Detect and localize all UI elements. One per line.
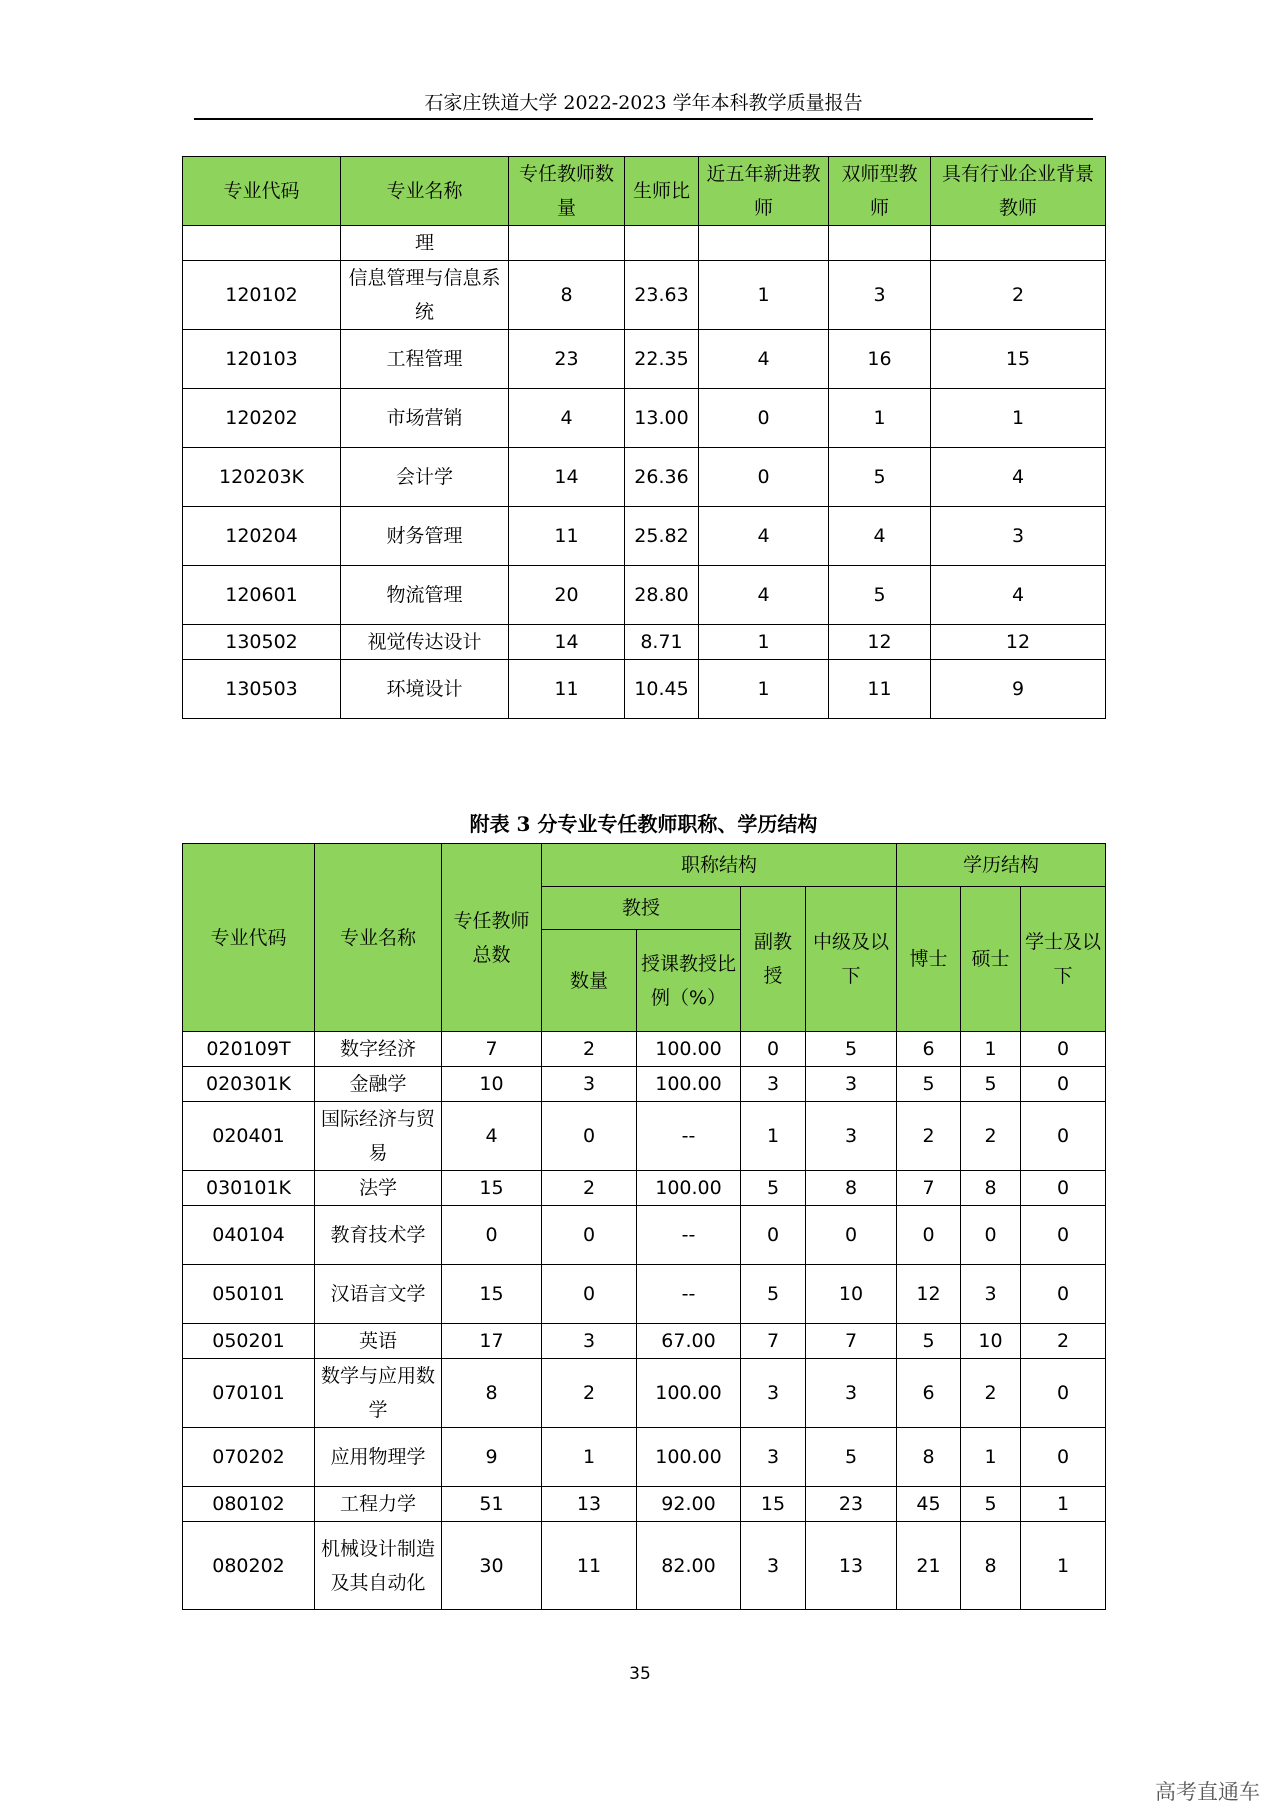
table-cell: 7 bbox=[897, 1171, 961, 1206]
t2-header-assoc: 副教授 bbox=[741, 887, 806, 1032]
table-cell: 15 bbox=[442, 1265, 542, 1324]
table-cell: 100.00 bbox=[637, 1171, 741, 1206]
table-cell: 8 bbox=[806, 1171, 897, 1206]
table-cell: 040104 bbox=[183, 1206, 315, 1265]
table-cell: 5 bbox=[806, 1032, 897, 1067]
t2-header-mid: 中级及以下 bbox=[806, 887, 897, 1032]
table-cell: 3 bbox=[542, 1324, 637, 1359]
table-cell: 7 bbox=[806, 1324, 897, 1359]
table-cell: 5 bbox=[897, 1324, 961, 1359]
table-cell bbox=[509, 226, 625, 261]
table-cell: 130503 bbox=[183, 660, 341, 719]
table-cell: 0 bbox=[542, 1102, 637, 1171]
table-cell: 0 bbox=[442, 1206, 542, 1265]
t2-header-professor: 教授 bbox=[542, 887, 741, 930]
table-cell: 5 bbox=[829, 448, 931, 507]
table-cell: 8.71 bbox=[625, 625, 699, 660]
table-cell: 8 bbox=[509, 261, 625, 330]
table-cell: 4 bbox=[829, 507, 931, 566]
table-cell: 环境设计 bbox=[341, 660, 509, 719]
table-row bbox=[183, 1359, 1106, 1428]
table-cell: 8 bbox=[961, 1171, 1021, 1206]
table-cell: 物流管理 bbox=[341, 566, 509, 625]
table-cell: 080202 bbox=[183, 1522, 315, 1610]
table-cell: 030101K bbox=[183, 1171, 315, 1206]
table-cell: 3 bbox=[741, 1522, 806, 1610]
table-cell bbox=[829, 226, 931, 261]
table-cell: 050201 bbox=[183, 1324, 315, 1359]
table-cell: 会计学 bbox=[341, 448, 509, 507]
table-cell: 5 bbox=[806, 1428, 897, 1487]
table-cell: 0 bbox=[1021, 1102, 1106, 1171]
table-row bbox=[183, 448, 1106, 507]
table-cell: 23 bbox=[806, 1487, 897, 1522]
table-cell: 0 bbox=[542, 1265, 637, 1324]
table-cell bbox=[931, 226, 1106, 261]
table-cell: 15 bbox=[931, 330, 1106, 389]
table-cell: 0 bbox=[1021, 1067, 1106, 1102]
table-cell: 7 bbox=[741, 1324, 806, 1359]
table-cell: 1 bbox=[741, 1102, 806, 1171]
table-cell: 1 bbox=[931, 389, 1106, 448]
table-cell: 25.82 bbox=[625, 507, 699, 566]
table-cell: 3 bbox=[931, 507, 1106, 566]
table-cell: 数字经济 bbox=[315, 1032, 442, 1067]
table-cell: 3 bbox=[829, 261, 931, 330]
t1-header-teachers: 专任教师数量 bbox=[509, 157, 625, 226]
table-cell: 0 bbox=[961, 1206, 1021, 1265]
table1-header-row bbox=[183, 157, 1106, 226]
table-cell: 130502 bbox=[183, 625, 341, 660]
table-cell: 汉语言文学 bbox=[315, 1265, 442, 1324]
table-cell: 5 bbox=[741, 1265, 806, 1324]
table-cell: 120601 bbox=[183, 566, 341, 625]
t2-header-prof-count: 数量 bbox=[542, 930, 637, 1032]
table-row bbox=[183, 1032, 1106, 1067]
table-cell: 13 bbox=[806, 1522, 897, 1610]
table-cell: 1 bbox=[1021, 1487, 1106, 1522]
table-row bbox=[183, 1102, 1106, 1171]
table-cell: 4 bbox=[699, 566, 829, 625]
table-cell: 应用物理学 bbox=[315, 1428, 442, 1487]
table-cell: 070101 bbox=[183, 1359, 315, 1428]
table-cell: -- bbox=[637, 1265, 741, 1324]
table-cell: 1 bbox=[699, 625, 829, 660]
table-cell: 5 bbox=[897, 1067, 961, 1102]
t1-header-dual: 双师型教师 bbox=[829, 157, 931, 226]
table-cell: 120203K bbox=[183, 448, 341, 507]
table-row bbox=[183, 261, 1106, 330]
table-cell: 3 bbox=[806, 1067, 897, 1102]
t2-header-prof-ratio: 授课教授比例（%） bbox=[637, 930, 741, 1032]
table-cell: 21 bbox=[897, 1522, 961, 1610]
table-cell: 2 bbox=[961, 1359, 1021, 1428]
table-cell: 12 bbox=[897, 1265, 961, 1324]
table-cell: 120102 bbox=[183, 261, 341, 330]
table-cell: 11 bbox=[509, 660, 625, 719]
table-cell: 12 bbox=[829, 625, 931, 660]
table-cell: 8 bbox=[897, 1428, 961, 1487]
table-row bbox=[183, 1428, 1106, 1487]
table-cell bbox=[183, 226, 341, 261]
table-cell: 3 bbox=[806, 1359, 897, 1428]
table-cell: 视觉传达设计 bbox=[341, 625, 509, 660]
table-row bbox=[183, 330, 1106, 389]
table-cell: 0 bbox=[1021, 1206, 1106, 1265]
table-cell: 数学与应用数学 bbox=[315, 1359, 442, 1428]
table-cell: 6 bbox=[897, 1032, 961, 1067]
table-cell: -- bbox=[637, 1102, 741, 1171]
t2-header-total: 专任教师总数 bbox=[442, 844, 542, 1032]
table-cell: 4 bbox=[442, 1102, 542, 1171]
table-cell: 0 bbox=[741, 1206, 806, 1265]
table-cell: 10 bbox=[961, 1324, 1021, 1359]
table-cell: 1 bbox=[699, 261, 829, 330]
table-cell: 14 bbox=[509, 448, 625, 507]
table-cell: 财务管理 bbox=[341, 507, 509, 566]
title-education-table bbox=[182, 843, 1106, 1610]
table-cell: 信息管理与信息系统 bbox=[341, 261, 509, 330]
table-cell: 11 bbox=[829, 660, 931, 719]
table-cell: 0 bbox=[699, 448, 829, 507]
table-cell: 4 bbox=[699, 507, 829, 566]
table-cell: 080102 bbox=[183, 1487, 315, 1522]
table-cell: 3 bbox=[741, 1067, 806, 1102]
table-row bbox=[183, 1487, 1106, 1522]
table-row bbox=[183, 507, 1106, 566]
table-cell: 0 bbox=[897, 1206, 961, 1265]
table-cell: 2 bbox=[542, 1032, 637, 1067]
table-cell: 0 bbox=[1021, 1359, 1106, 1428]
t1-header-name: 专业名称 bbox=[341, 157, 509, 226]
table-cell: 工程力学 bbox=[315, 1487, 442, 1522]
table-row bbox=[183, 389, 1106, 448]
table-cell: 100.00 bbox=[637, 1428, 741, 1487]
table-cell: 8 bbox=[961, 1522, 1021, 1610]
table-row bbox=[183, 566, 1106, 625]
table-cell bbox=[699, 226, 829, 261]
table-cell: 15 bbox=[741, 1487, 806, 1522]
table-cell: 020301K bbox=[183, 1067, 315, 1102]
table-cell: 51 bbox=[442, 1487, 542, 1522]
t1-header-code: 专业代码 bbox=[183, 157, 341, 226]
table-cell: 市场营销 bbox=[341, 389, 509, 448]
table-row bbox=[183, 1171, 1106, 1206]
table-cell: 理 bbox=[341, 226, 509, 261]
t2-header-row-1 bbox=[183, 844, 1106, 887]
table-cell: 4 bbox=[931, 448, 1106, 507]
table-cell: 15 bbox=[442, 1171, 542, 1206]
table-cell: 23 bbox=[509, 330, 625, 389]
table-cell: 22.35 bbox=[625, 330, 699, 389]
table-cell: 9 bbox=[931, 660, 1106, 719]
table-cell: 4 bbox=[931, 566, 1106, 625]
table-cell: 1 bbox=[699, 660, 829, 719]
table-cell: 23.63 bbox=[625, 261, 699, 330]
table-cell: 5 bbox=[829, 566, 931, 625]
table-cell: 0 bbox=[699, 389, 829, 448]
table-cell: 11 bbox=[509, 507, 625, 566]
table-cell: 16 bbox=[829, 330, 931, 389]
table-cell: 5 bbox=[741, 1171, 806, 1206]
table-cell: 1 bbox=[961, 1428, 1021, 1487]
table2-caption: 附表 3 分专业专任教师职称、学历结构 bbox=[469, 812, 818, 836]
table-cell: 13.00 bbox=[625, 389, 699, 448]
table-cell bbox=[625, 226, 699, 261]
table-cell: 82.00 bbox=[637, 1522, 741, 1610]
table-cell: 100.00 bbox=[637, 1359, 741, 1428]
table-row bbox=[183, 1522, 1106, 1610]
table-cell: 2 bbox=[897, 1102, 961, 1171]
table-cell: 30 bbox=[442, 1522, 542, 1610]
table-row bbox=[183, 1206, 1106, 1265]
table-cell: 3 bbox=[741, 1359, 806, 1428]
table-cell: 1 bbox=[542, 1428, 637, 1487]
table-cell: 机械设计制造及其自动化 bbox=[315, 1522, 442, 1610]
table-cell: 10 bbox=[806, 1265, 897, 1324]
table-cell: 2 bbox=[542, 1171, 637, 1206]
table-cell: 8 bbox=[442, 1359, 542, 1428]
t1-header-industry: 具有行业企业背景教师 bbox=[931, 157, 1106, 226]
table-cell: 45 bbox=[897, 1487, 961, 1522]
table-cell: 11 bbox=[542, 1522, 637, 1610]
t1-header-ratio: 生师比 bbox=[625, 157, 699, 226]
table-cell: 金融学 bbox=[315, 1067, 442, 1102]
table-cell: 2 bbox=[542, 1359, 637, 1428]
table-cell: 教育技术学 bbox=[315, 1206, 442, 1265]
table-cell: 0 bbox=[1021, 1265, 1106, 1324]
table-cell: 13 bbox=[542, 1487, 637, 1522]
table-cell: 26.36 bbox=[625, 448, 699, 507]
table-row bbox=[183, 1067, 1106, 1102]
table-cell: 4 bbox=[699, 330, 829, 389]
table-cell: 100.00 bbox=[637, 1067, 741, 1102]
table-cell: 9 bbox=[442, 1428, 542, 1487]
table-cell: 3 bbox=[542, 1067, 637, 1102]
table-row bbox=[183, 226, 1106, 261]
table-cell: 17 bbox=[442, 1324, 542, 1359]
table-cell: 7 bbox=[442, 1032, 542, 1067]
table-cell: 120103 bbox=[183, 330, 341, 389]
table-cell: 14 bbox=[509, 625, 625, 660]
table-cell: 0 bbox=[1021, 1032, 1106, 1067]
table-cell: 4 bbox=[509, 389, 625, 448]
table-cell: 2 bbox=[931, 261, 1106, 330]
t2-header-bachelor: 学士及以下 bbox=[1021, 887, 1106, 1032]
watermark: 高考直通车 bbox=[1155, 1780, 1260, 1804]
teacher-count-table bbox=[182, 156, 1106, 719]
table-cell: 3 bbox=[741, 1428, 806, 1487]
table-row bbox=[183, 1324, 1106, 1359]
table-cell: 6 bbox=[897, 1359, 961, 1428]
table-cell: 5 bbox=[961, 1487, 1021, 1522]
table-cell: 3 bbox=[806, 1102, 897, 1171]
table-cell: 28.80 bbox=[625, 566, 699, 625]
table-cell: 67.00 bbox=[637, 1324, 741, 1359]
table-cell: 3 bbox=[961, 1265, 1021, 1324]
t2-header-title-structure: 职称结构 bbox=[542, 844, 897, 887]
table-cell: 020401 bbox=[183, 1102, 315, 1171]
table-cell: 120202 bbox=[183, 389, 341, 448]
table-row bbox=[183, 625, 1106, 660]
table-cell: 2 bbox=[961, 1102, 1021, 1171]
table-cell: 5 bbox=[961, 1067, 1021, 1102]
table-cell: 1 bbox=[829, 389, 931, 448]
table-cell: 0 bbox=[806, 1206, 897, 1265]
t2-header-master: 硕士 bbox=[961, 887, 1021, 1032]
table-cell: 国际经济与贸易 bbox=[315, 1102, 442, 1171]
table-cell: -- bbox=[637, 1206, 741, 1265]
t2-header-edu-structure: 学历结构 bbox=[897, 844, 1106, 887]
t1-header-new-teachers: 近五年新进教师 bbox=[699, 157, 829, 226]
table-cell: 1 bbox=[1021, 1522, 1106, 1610]
table-cell: 10.45 bbox=[625, 660, 699, 719]
table-cell: 10 bbox=[442, 1067, 542, 1102]
table-cell: 2 bbox=[1021, 1324, 1106, 1359]
table-cell: 工程管理 bbox=[341, 330, 509, 389]
table-cell: 0 bbox=[1021, 1428, 1106, 1487]
table-cell: 050101 bbox=[183, 1265, 315, 1324]
table-cell: 070202 bbox=[183, 1428, 315, 1487]
table-cell: 英语 bbox=[315, 1324, 442, 1359]
table-cell: 100.00 bbox=[637, 1032, 741, 1067]
table-cell: 020109T bbox=[183, 1032, 315, 1067]
table-row bbox=[183, 1265, 1106, 1324]
t2-header-name: 专业名称 bbox=[315, 844, 442, 1032]
table-cell: 12 bbox=[931, 625, 1106, 660]
table-cell: 120204 bbox=[183, 507, 341, 566]
table-cell: 0 bbox=[542, 1206, 637, 1265]
table-cell: 1 bbox=[961, 1032, 1021, 1067]
table-cell: 法学 bbox=[315, 1171, 442, 1206]
t2-header-code: 专业代码 bbox=[183, 844, 315, 1032]
table-cell: 0 bbox=[1021, 1171, 1106, 1206]
table-row bbox=[183, 660, 1106, 719]
table-cell: 0 bbox=[741, 1032, 806, 1067]
page-number: 35 bbox=[629, 1664, 651, 1684]
report-header: 石家庄铁道大学 2022-2023 学年本科教学质量报告 bbox=[194, 88, 1093, 120]
table-cell: 92.00 bbox=[637, 1487, 741, 1522]
t2-header-phd: 博士 bbox=[897, 887, 961, 1032]
table-cell: 20 bbox=[509, 566, 625, 625]
